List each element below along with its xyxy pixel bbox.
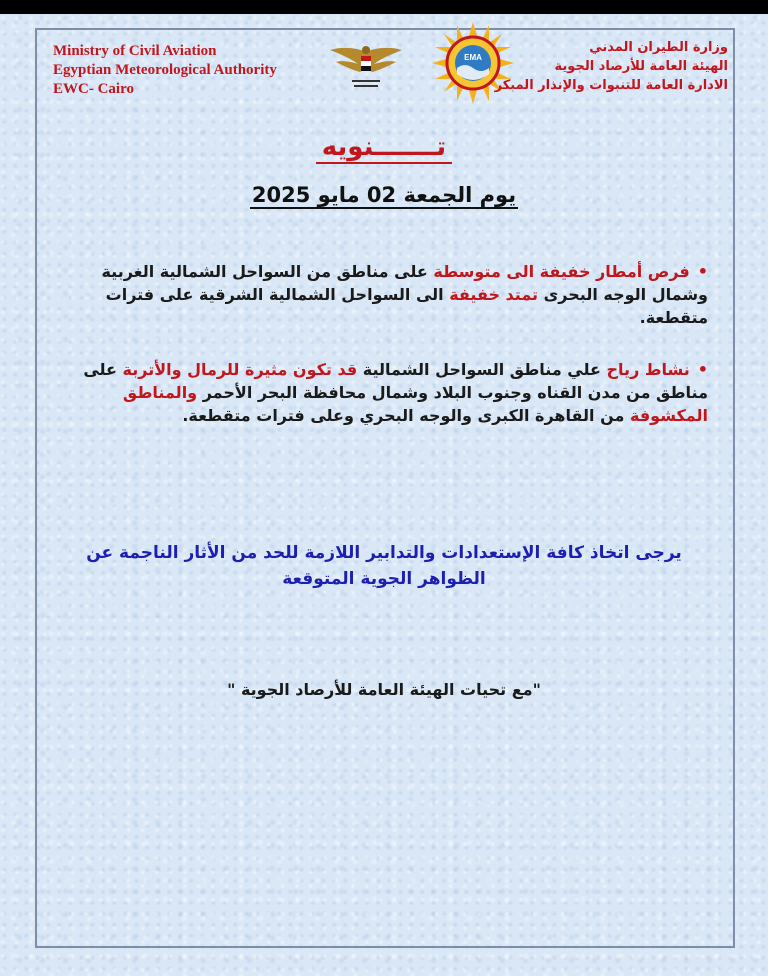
bullet-wind-text-2: على مناطق من مدن القناه وجنوب البلاد وشمال محافظة البحر الأحمر	[83, 360, 708, 402]
arabic-header-authority: الهيئة العامة للأرصاد الجوية	[554, 59, 728, 74]
page-border	[35, 28, 735, 948]
bullet-rain-text-2: الى السواحل الشمالية الشرقية على فترات متقطعة.	[105, 285, 708, 327]
notice-title-text: تـــــــنويه	[316, 132, 452, 164]
advisory-message	[0, 540, 768, 592]
bullet-rain-highlight-1: فرص أمطار خفيفة الى متوسطة	[433, 262, 690, 281]
bullet-wind-highlight-3: والمناطق المكشوفة	[122, 383, 708, 425]
english-header	[53, 42, 277, 99]
english-header-ministry: Ministry of Civil Aviation	[53, 43, 217, 59]
bullet-rain	[58, 260, 708, 329]
bullet-rain-text-1: على مناطق من السواحل الشمالية الغربية وشمال الوجه البحرى	[101, 262, 708, 304]
bullet-dot: •	[697, 262, 708, 281]
notice-title	[0, 130, 768, 164]
advisory-line-1: يرجى اتخاذ كافة الإستعدادات والتدابير اللازمة للحد من الأثار الناجمة عن	[86, 543, 682, 563]
bullet-wind-highlight-2: قد تكون مثيرة للرمال والأتربة	[122, 360, 358, 379]
bullet-wind-highlight-1: نشاط رياح	[606, 360, 690, 379]
arabic-header	[495, 38, 728, 95]
advisory-line-2: الظواهر الجوية المتوقعة	[282, 569, 486, 589]
notice-date	[0, 180, 768, 210]
closing-greeting: "مع تحيات الهيئة العامة للأرصاد الجوية "	[227, 680, 541, 699]
bullet-dot: •	[697, 360, 708, 379]
arabic-header-ministry: وزارة الطيران المدني	[589, 40, 728, 55]
bullet-wind	[58, 358, 708, 427]
english-header-authority: Egyptian Meteorological Authority	[53, 62, 277, 78]
bullet-wind-text-1: علي مناطق السواحل الشمالية	[357, 360, 607, 379]
arabic-header-department: الادارة العامة للتنبوات والإنذار المبكر	[494, 78, 728, 93]
civil-aviation-eagle-logo-icon	[328, 38, 404, 98]
english-header-center: EWC- Cairo	[53, 81, 134, 97]
bullet-wind-text-3: من القاهرة الكبرى والوجه البحري وعلى فترات متقطعة.	[182, 406, 630, 425]
notice-date-text: يوم الجمعة 02 مايو 2025	[251, 183, 517, 207]
bullet-rain-highlight-2: تمتد خفيفة	[449, 285, 539, 304]
ema-logo-text: EMA	[464, 53, 482, 62]
